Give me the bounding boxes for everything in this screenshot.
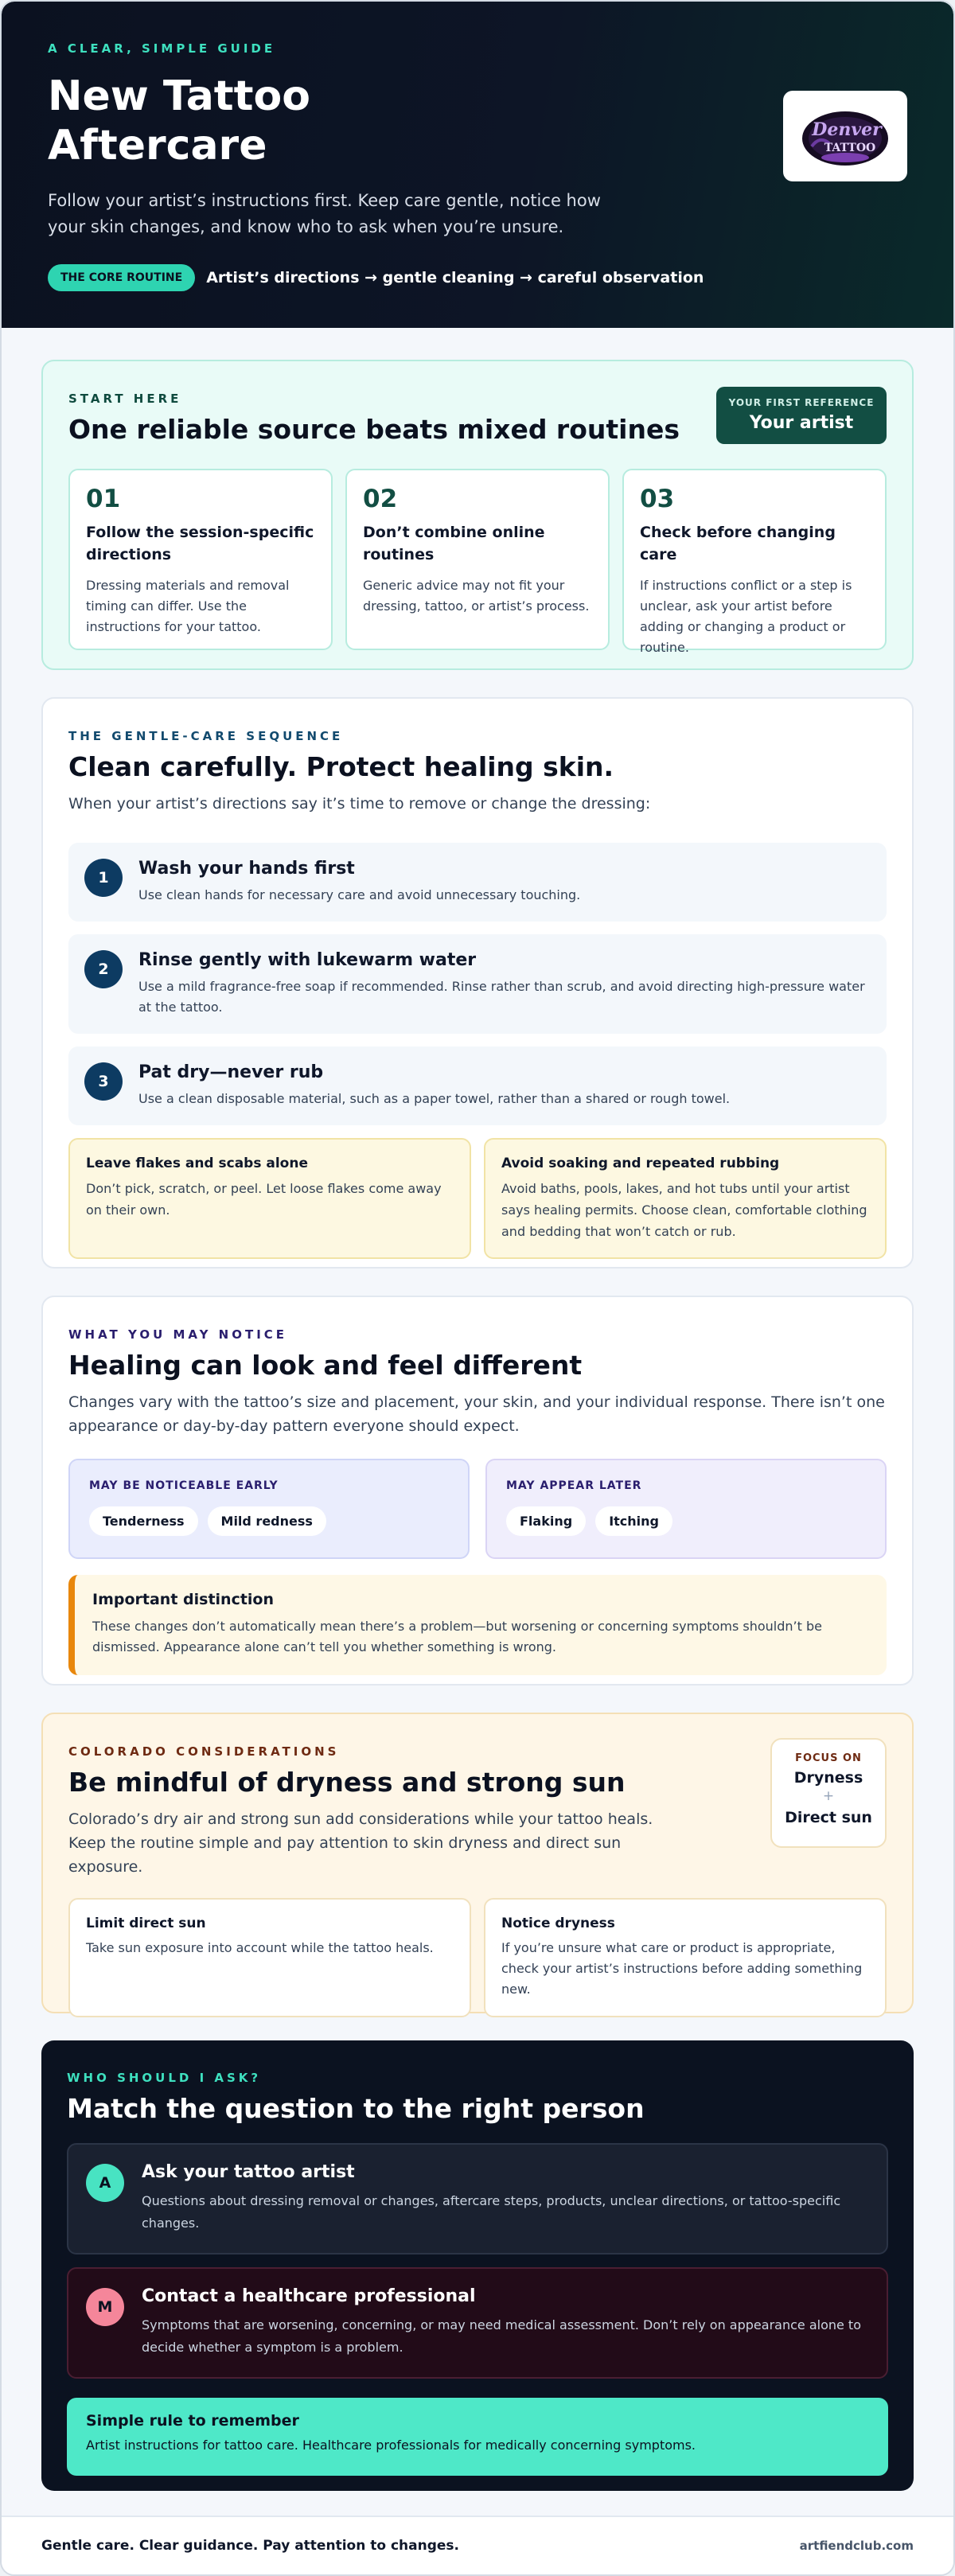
heal-title: Healing can look and feel different (68, 1350, 583, 1381)
step-heading: Follow the session-specific directions (86, 524, 314, 563)
colorado-card-heading: Limit direct sun (86, 1915, 206, 1931)
start-eyebrow: START HERE (68, 392, 182, 406)
clean-eyebrow: THE GENTLE-CARE SEQUENCE (68, 729, 344, 743)
colorado-card-body: Take sun exposure into account while the tattoo heals. (86, 1940, 434, 1955)
ref-kicker: YOUR FIRST REFERENCE (728, 397, 875, 408)
page-footer (2, 2516, 953, 2574)
focus-badge (770, 1738, 887, 1848)
symptom-chip: Flaking (506, 1506, 586, 1536)
clean-title: Clean carefully. Protect healing skin. (68, 751, 614, 782)
ref-main: Your artist (749, 413, 854, 433)
distinction-body: These changes don’t automatically mean there’s a problem—but worsening or concerning symptoms shouldn’t be dismissed. Appearance alone can’t tell you whether something is wrong. (92, 1619, 822, 1654)
gentle-care-section (41, 697, 914, 1269)
warning-body: Avoid baths, pools, lakes, and hot tubs until your artist says healing permits. Choose clean, comfortable clothing and bedding that won’t catch or rub. (501, 1181, 867, 1239)
warning-card (484, 1138, 887, 1259)
colo-eyebrow: COLORADO CONSIDERATIONS (68, 1744, 340, 1759)
important-distinction (68, 1575, 887, 1675)
colorado-card-heading: Notice dryness (501, 1915, 615, 1931)
footer-tagline: Gentle care. Clear guidance. Pay attention to changes. (41, 2538, 459, 2554)
symptom-chip: Tenderness (89, 1506, 198, 1536)
warning-heading: Leave flakes and scabs alone (86, 1155, 308, 1171)
step-number-badge: 2 (84, 950, 123, 988)
first-reference-badge (716, 387, 887, 444)
step-number: 03 (640, 485, 675, 513)
care-step-heading: Pat dry—never rub (138, 1062, 324, 1082)
simple-rule-box (67, 2398, 888, 2476)
hero-subtitle: Follow your artist’s instructions first. Keep care gentle, notice how your skin changes, and know who to ask when you’re unsure. (48, 191, 601, 236)
focus-kicker: FOCUS ON (795, 1752, 862, 1764)
start-card (622, 469, 887, 655)
rule-body: Artist instructions for tattoo care. Healthcare professionals for medically concerning symptoms. (86, 2438, 696, 2453)
focus-sun: Direct sun (785, 1809, 872, 1826)
care-warnings (68, 1138, 887, 1259)
who-to-ask-section (41, 2040, 914, 2491)
hero-eyebrow: A CLEAR, SIMPLE GUIDE (48, 41, 276, 56)
care-step-body: Use a mild fragrance-free soap if recommended. Rinse rather than scrub, and avoid directing high-pressure water at the tattoo. (138, 979, 865, 1015)
logo-icon (791, 99, 899, 173)
core-routine (48, 264, 907, 291)
warning-body: Don’t pick, scratch, or peel. Let loose flakes come away on their own. (86, 1181, 442, 1218)
start-cards (68, 469, 887, 655)
later-chips (506, 1506, 866, 1536)
later-signs-card (485, 1459, 887, 1559)
symptom-chip: Mild redness (208, 1506, 326, 1536)
heal-eyebrow: WHAT YOU MAY NOTICE (68, 1327, 288, 1342)
core-routine-text: Artist’s directions → gentle cleaning → careful observation (206, 269, 704, 286)
care-step (68, 1046, 887, 1125)
distinction-heading: Important distinction (92, 1591, 274, 1608)
care-step-heading: Wash your hands first (138, 859, 355, 879)
who-eyebrow: WHO SHOULD I ASK? (67, 2071, 262, 2085)
colo-intro: Colorado’s dry air and strong sun add considerations while your tattoo heals. Keep the routine simple and pay attention to skin dryness and direct sun exposure. (68, 1810, 653, 1876)
early-kicker: MAY BE NOTICEABLE EARLY (89, 1479, 279, 1492)
later-kicker: MAY APPEAR LATER (506, 1479, 642, 1492)
step-body: If instructions conflict or a step is unclear, ask your artist before adding or changing a product or routine. (640, 578, 852, 655)
artist-heading: Ask your tattoo artist (142, 2162, 355, 2182)
care-step-body: Use a clean disposable material, such as a paper towel, rather than a shared or rough towel. (138, 1091, 731, 1106)
step-body: Generic advice may not fit your dressing, tattoo, or artist’s process. (363, 578, 590, 614)
care-step (68, 843, 887, 922)
early-chips (89, 1506, 449, 1536)
focus-dryness: Dryness (793, 1769, 863, 1787)
start-title: One reliable source beats mixed routines (68, 414, 680, 445)
medical-avatar: M (86, 2288, 124, 2326)
footer-site: artfiendclub.com (799, 2539, 914, 2553)
start-here-section (41, 360, 914, 670)
colorado-card (484, 1898, 887, 2017)
step-heading: Check before changing care (640, 524, 836, 563)
warning-card (68, 1138, 471, 1259)
care-step-body: Use clean hands for necessary care and avoid unnecessary touching. (138, 887, 581, 902)
ask-medical-card (67, 2267, 888, 2379)
colorado-card (68, 1898, 471, 2017)
hero-banner (2, 2, 953, 328)
step-body: Dressing materials and removal timing can differ. Use the instructions for your tattoo. (86, 578, 290, 634)
colorado-section (41, 1713, 914, 2013)
colorado-cards (68, 1898, 887, 2017)
step-heading: Don’t combine online routines (363, 524, 545, 563)
healing-section (41, 1296, 914, 1686)
ask-artist-card (67, 2143, 888, 2254)
symptom-chip: Itching (595, 1506, 672, 1536)
heal-intro: Changes vary with the tattoo’s size and placement, your skin, and your individual response. There isn’t one appearance or day-by-day pattern everyone should expect. (68, 1393, 885, 1435)
early-signs-card (68, 1459, 470, 1559)
step-number: 02 (363, 485, 398, 513)
warning-heading: Avoid soaking and repeated rubbing (501, 1155, 780, 1171)
care-step-heading: Rinse gently with lukewarm water (138, 950, 477, 970)
care-steps (68, 843, 887, 1125)
artist-body: Questions about dressing removal or changes, aftercare steps, products, unclear directions, or tattoo-specific changes. (142, 2193, 841, 2231)
artist-avatar: A (86, 2164, 124, 2202)
start-card (68, 469, 333, 650)
rule-heading: Simple rule to remember (86, 2412, 299, 2430)
notice-cards (68, 1459, 887, 1559)
core-routine-badge: THE CORE ROUTINE (48, 264, 195, 291)
medical-heading: Contact a healthcare professional (142, 2286, 476, 2306)
focus-plus: + (822, 1788, 835, 1804)
step-number: 01 (86, 485, 121, 513)
medical-body: Symptoms that are worsening, concerning, or may need medical assessment. Don’t rely on appearance alone to decide whether a symptom is a problem. (142, 2317, 861, 2355)
logo-text-denver: Denver (812, 119, 882, 140)
colorado-card-body: If you’re unsure what care or product is appropriate, check your artist’s instructions before adding something new. (501, 1940, 863, 1997)
start-card (345, 469, 610, 650)
step-number-badge: 1 (84, 859, 123, 897)
who-title: Match the question to the right person (67, 2093, 645, 2124)
step-number-badge: 3 (84, 1062, 123, 1101)
care-step (68, 934, 887, 1034)
tattoo-shop-logo (783, 91, 907, 181)
clean-intro: When your artist’s directions say it’s time to remove or change the dressing: (68, 795, 651, 813)
logo-text-tattoo: TATTOO (824, 142, 876, 154)
page-title: New Tattoo Aftercare (48, 72, 310, 170)
colo-title: Be mindful of dryness and strong sun (68, 1767, 626, 1798)
